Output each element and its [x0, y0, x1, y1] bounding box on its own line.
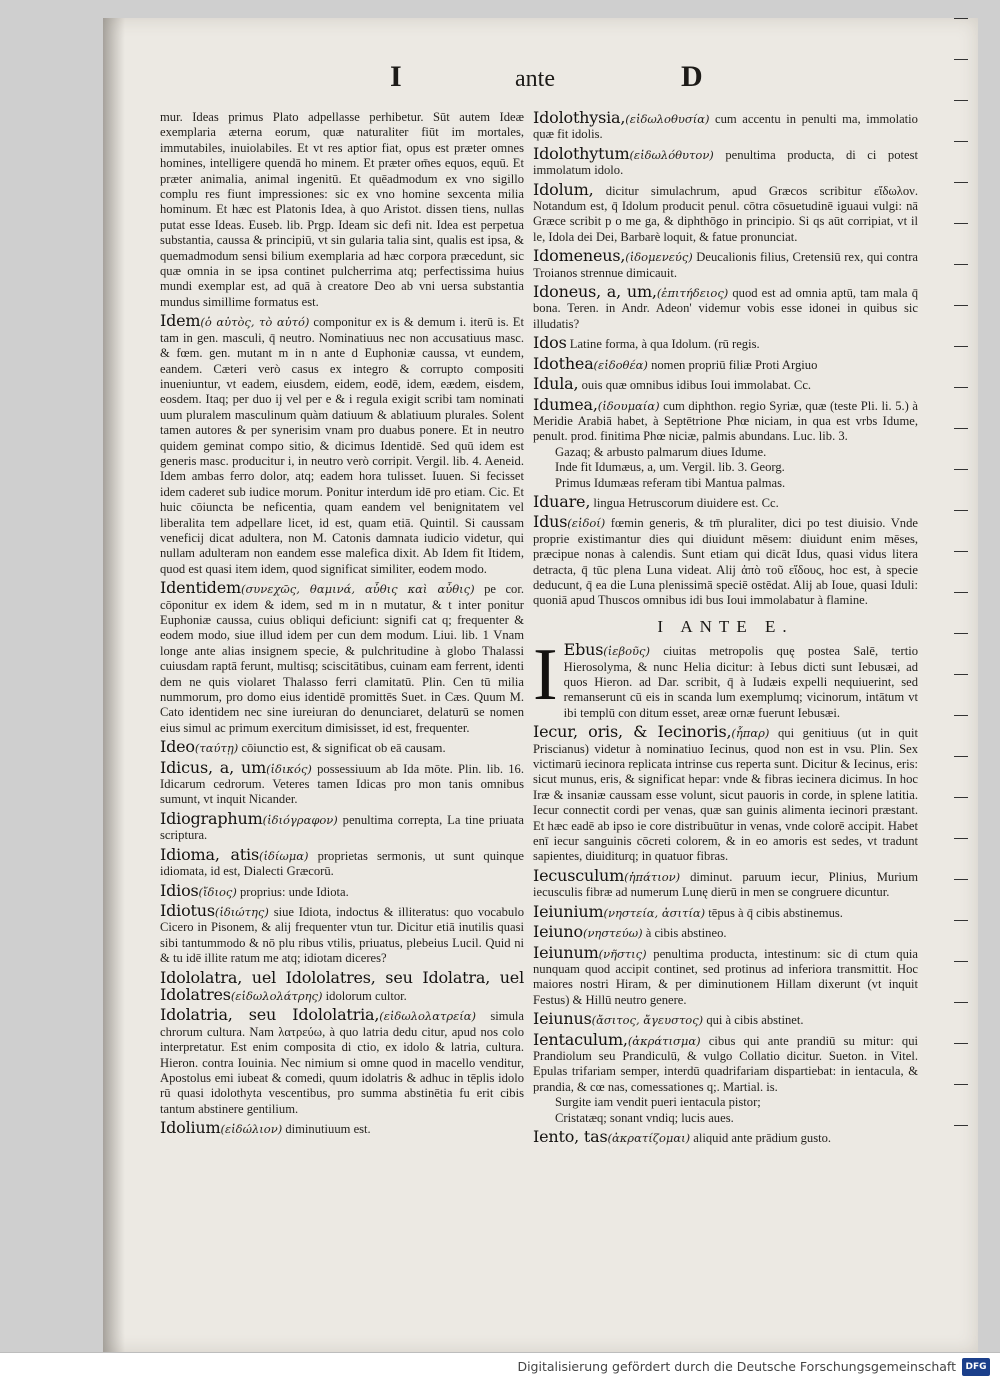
entry-headword: Idumea,: [533, 394, 598, 414]
dictionary-entry: [533, 394, 918, 491]
dictionary-entry: [160, 844, 525, 880]
entry-greek-equivalent: (ἀκράτισμα): [627, 1033, 701, 1048]
entry-definition: componitur ex is & demum i. iterū is. Et tam in gen. masculi, q̄ neutro. Nominatiuus nec non accusatiuus masc. & fœm. gen. mutant m in n ante d Euphoniæ caussa, vt eundem, eandem. Cæteri verò casus ex integro & corrupto compositi inueniuntur, vt eadem, eiusdem, eidem, eodē, idem, eædem, eisdem, eosdem. Itaq; per duo ij vel per e & i regula exigit scribi tam nominati uum pluralem masculinum quàm datiuum & ablatiuum plurales. Solent tamen autores & per synerisim vnam pro duabus ponere. Et in neutro quidem geminat compo sitio, & dicimus Identidē. Sed quū idem est generis masc. producitur i, in neutro verò corripit. Vergil. lib. 4. Aeneid. Idem ambas ferro dolor, atq; eadem hora tulisset. Iuuen. Si fecisset idem caderet sub iudice morum. Ponitur interdum idē pro etiam. Cic. Et huic cōiuncta be neficentia, quam eandem vel benignitatem vel liberalita tem adpellare licet, id est, quam etiā. Quintil. Si caussam veneficij dicat adultera, non M. Catonis damnata iudicio videtur, qui nullam adulteram non eandem esse malefica dixit. Ab Idem fit Itidem, quod est quasi item idem, quod significat similiter, eodem modo.: [160, 315, 524, 576]
scan-edge-marks: [954, 18, 968, 1353]
dictionary-entry: [533, 634, 919, 721]
entry-headword: Iecusculum: [533, 865, 625, 885]
entry-headword: Ideo: [160, 737, 195, 757]
entry-definition: dicitur simulachrum, apud Græcos scribitur εἴδωλον. Notandum est, q̄ Idolum producit penul. cōtra cōsuetudinē iguaui vulgi: nā Græce scribit p o me ga, & diphthōgo in principio. Si qs aūt corripiat, vt il le, Idola dei Dei, Barbarè loquit, & fatue pronunciat.: [533, 183, 918, 244]
dictionary-entry: [533, 491, 918, 511]
entry-greek-equivalent: (εἰδοθέα): [593, 357, 648, 372]
entry-greek-equivalent: (ἡπάτιον): [624, 869, 681, 884]
entry-headword: Ebus: [563, 640, 604, 660]
running-head-left-letter: I: [390, 60, 402, 93]
verse-quotation: Cristatæq; sonant vndiq; lucis aues.: [555, 1110, 734, 1125]
dictionary-entry: [533, 376, 918, 393]
entry-definition: proprietas sermonis, ut sunt quinque idiomata, id est, Dialecti Græcorū.: [160, 848, 525, 879]
dictionary-entry: [533, 865, 918, 901]
entry-headword: Idolothytum: [533, 143, 630, 163]
entry-definition: Deucalionis filius, Cretensiū rex, qui contra Troianos strennue dimicauit.: [533, 250, 918, 280]
dictionary-entry: [533, 143, 918, 179]
dictionary-entry: [533, 924, 918, 941]
entry-headword: Idioma, atis: [160, 844, 259, 864]
entry-headword: Iduare,: [533, 491, 591, 511]
entry-greek-equivalent: (ἄσιτος, ἄγευστος): [591, 1013, 704, 1028]
dictionary-entry: [160, 313, 524, 577]
dictionary-entry: [533, 724, 918, 865]
entry-headword: Ientaculum,: [533, 1029, 628, 1049]
entry-headword: Idolium: [160, 1118, 221, 1138]
entry-definition: qui genitiuus (ut in quit Priscianus) videtur à nominatiuo Iecinus, quod non est in vsu. Plin. Sex victimarū iecinora replicata intrinse cus reperta sunt. Dicitur & Iecinus, eris: sicut munus, eris, & significat hepar: vnde & fibras iecinera dicimus. In hoc Iræ & insaniæ caussam esse volunt, sicut pauoris in corde, in splene latitia. Iecur connectit cordi per venas, quæ san guinis alimenta iecinori præstant. Et hæc eadē ab ipso ie core distribuūtur in venas, vnde colorē accipit. Habet enī iecur sanguinis cōcreti colorem, & in eo amoris est sedes, vt tradunt sapientes, diuiditurq; in quatuor fibras.: [533, 726, 918, 864]
entry-headword: Iecur, oris, & Iecinoris,: [533, 722, 732, 742]
dictionary-entry: [160, 1120, 524, 1137]
entry-definition: tēpus à q̄ cibis abstinemus.: [708, 905, 843, 920]
entry-greek-equivalent: (ἰδίωμα): [258, 848, 309, 863]
entry-definition: quod est ad omnia aptū, tam mala q̄ bona. Teren. in Andr. Adeon' videmur vobis esse idonei in quibus sic illudatis?: [533, 286, 918, 331]
drop-cap-initial: I: [533, 634, 558, 717]
entry-greek-equivalent: (ἰδιώτης): [214, 904, 269, 919]
entry-definition: penultima producta, intestinum: sic di ctum quia nunquam quod accipit continet, sed protinus ad inferiora transmittit. Hoc maiores nostri Hiram, & per diminutionem Hillam dixerunt (vt inquit Festus) & Hillū neutro genere.: [533, 946, 918, 1007]
dictionary-entry: [160, 580, 524, 736]
running-head-right-letter: D: [681, 60, 703, 93]
entry-definition: ciuitas metropolis quę postea Salē, tertio Hierosolyma, & nunc Helia dicitur: à Iebus dicti sunt Iebusæi, ad quos Hieron. ad Dar. scribit, q̄ à Iudæis expelli nequiuerint, sed remanserunt cū eis in scanda lum exemplumq; vicinorum, intātum vt ibi templū con ditum esset, areæ ornæ fuerunt Iebusæi.: [563, 644, 919, 720]
entry-headword: Idolothysia,: [533, 108, 626, 127]
dictionary-entry: [533, 110, 918, 143]
right-column: [533, 110, 918, 1149]
left-column: [160, 110, 524, 1141]
dictionary-entry: [533, 353, 918, 373]
dictionary-entry: [160, 880, 524, 900]
entry-definition: diminut. paruum iecur, Plinius, Murium iecusculis fibræ ad numerum Lunę dierū in men se congruere dicuntur.: [533, 869, 918, 900]
entry-headword: Idos: [533, 333, 567, 353]
footer-credit-text: Digitalisierung gefördert durch die Deutsche Forschungsgemeinschaft: [517, 1359, 956, 1374]
entry-headword: Idula,: [533, 374, 579, 394]
entry-headword: Ieiunum: [533, 942, 599, 962]
right-column-i-ante-e: [533, 634, 919, 1146]
dictionary-entry: [160, 1007, 524, 1117]
entry-greek-equivalent: (ἰδιόγραφον): [262, 812, 338, 827]
dictionary-entry: [533, 1029, 918, 1126]
dictionary-entry: [533, 284, 918, 332]
entry-greek-equivalent: (εἰδωλολατρεία): [379, 1009, 477, 1024]
entry-headword: Idem: [160, 311, 201, 331]
entry-headword: Idiographum: [160, 808, 263, 828]
entry-definition: cibus qui ante prandiū su mitur: qui Prandiolum seu Prandiculū, & vulgo Collatio dicitur. Sueton. in Vitel. Epulas trifariam semper, interdū quadrifariam dispartiebat: in ientacula, & prandia, & cœ nas, comessationes q;. Martial. is.: [533, 1033, 918, 1094]
dfg-logo-icon: DFG: [962, 1358, 990, 1376]
entry-definition: à cibis abstineo.: [645, 926, 727, 941]
footer-bar: [0, 1352, 1000, 1383]
entry-definition: penultima producta, di ci potest immolatum idolo.: [533, 147, 918, 178]
dictionary-entry: [533, 335, 918, 352]
entry-greek-equivalent: (νηστεύω): [582, 926, 643, 941]
entry-greek-equivalent: (νῆστις): [598, 946, 647, 961]
entry-greek-equivalent: (ταύτῃ): [194, 741, 239, 756]
dictionary-entry: [160, 757, 525, 808]
entry-headword: Idololatra, uel Idololatres, seu Idolatra, uel Idolatres: [160, 967, 524, 1004]
entry-headword: Iento, tas: [533, 1126, 608, 1146]
dictionary-entry: [160, 739, 524, 756]
dictionary-entry: [533, 1011, 918, 1028]
verse-quotation: Surgite iam vendit pueri ientacula pistor;: [555, 1095, 761, 1110]
section-heading: I ANTE E.: [657, 616, 794, 636]
entry-definition: pe cor. cōponitur ex idem & idem, sed m in n mutatur, & t inter ponitur Euphoniæ caussa, cuius obliqui deficiunt: signifi cat q; frequenter & eodem modo, siue illud idem per cun dem modum. Liui. lib. 1 Vnam longe ante alias insignem specie, & pulchritudine à globo Thalassi cuiusdam raptā ferunt, multisq; sciscitātibus, cuinam eam ferrent, identi dem ne quis violaret Thalasso ferri clamitatū. Plin. Cen tū milia nummorum, pro domo eius identidē promittēs Suet. in Cæs. Quum M. Cato identidem nec sine iureiuran do denunciaret, delaturū se nomen eius simul ac primum exercitum dimisisset, id est, frequenter.: [160, 582, 524, 735]
entry-headword: Ieiuno: [533, 922, 583, 942]
running-head: [103, 60, 978, 100]
entry-headword: Idomeneus,: [533, 246, 626, 266]
entry-greek-equivalent: (ἴδιος): [198, 884, 237, 899]
entry-definition: proprius: unde Idiota.: [239, 884, 349, 899]
verse-quotation: Gazaq; & arbusto palmarum diues Idume.: [555, 444, 767, 459]
running-head-center: ante: [515, 66, 555, 92]
dictionary-entry: [160, 110, 524, 310]
entry-greek-equivalent: (ἧπαρ): [731, 726, 770, 741]
entry-definition: ouis quæ omnibus idibus Ioui immolabat. Cc.: [581, 378, 812, 393]
book-page: [103, 18, 978, 1353]
entry-definition: qui à cibis abstinet.: [706, 1013, 804, 1028]
entry-greek-equivalent: (ἐπιτήδειος): [656, 286, 729, 301]
entry-definition: cum accentu in penulti ma, immolatio quæ fit idolis.: [533, 112, 918, 142]
entry-greek-equivalent: (συνεχῶς, θαμινά, αὖθις καὶ αὖθις): [240, 582, 475, 597]
entry-greek-equivalent: (ἰδομενεύς): [625, 250, 693, 265]
entry-greek-equivalent: (ὁ αὐτὸς, τὸ αὐτό): [200, 315, 310, 330]
entry-headword: Idoneus, a, um,: [533, 282, 657, 302]
entry-definition: simula chrorum cultura. Nam λατρεύω, à quo latria dedu citur, apud nos colo interpretatur. Est enim composita di ctio, ex idolo & latria, cultura. Hieron. contra Iouinia. Nec nimium si omne quod in macello venditur, Apostolus emi iubeat & comedi, quum idolatris & adhuc in tēplis idolo rū quasi idolothyta vescentibus, pro summa abstinētia fu erit cibis tantum abstinere gentilium.: [160, 1009, 524, 1116]
right-column-i-ante-d: [533, 110, 918, 609]
dictionary-entry: [160, 900, 524, 967]
entry-greek-equivalent: (νηστεία, ἀσιτία): [603, 905, 706, 920]
entry-greek-equivalent: (εἰδωλόθυτον): [629, 147, 714, 162]
entry-headword: Idolum,: [533, 179, 594, 199]
verse-quotation: Inde fit Idumæus, a, um. Vergil. lib. 3. Georg.: [555, 460, 785, 475]
entry-headword: Idicus, a, um: [160, 757, 267, 777]
entry-greek-equivalent: (ἰεβοῦς): [603, 644, 650, 659]
entry-definition: Latine forma, à qua Idolum. (rū regis.: [569, 337, 760, 352]
entry-definition: mur. Ideas primus Plato adpellasse perhibetur. Sūt autem Ideæ exemplaria æterna eorum, quæ naturaliter fiūt im mortales, immutabiles, inuiolabiles. Et vt res aptior fiat, opus est præter omnes homines, intelligere quendā ho minem. Et præter om̄es equos, equū. Et præter animalia, animal ingenitū. Et quēadmodum ex vno sigillo complu res fiunt impressiones: sic ex vno homine sexcenta milia hominum. Et hæc est Platonis Idea, à quo Aristot. dissen tiens, nullas putat esse Ideas. Euseb. lib. Prgp. Ideam sic defi nit. Idea est perpetua substantia, caussa & principiū, vt sin gularia talia sint, qualis est ipsa, & quemadmodum sensi bilium exemplaria ad hæc corpora præcedunt, sic quæ omnia in se ipsa continet pulcherrima atq; perfectissima huius mundi exemplar est, ad quā à creatore Deo ab vni uersa substantia mundus simillime formatus est.: [160, 110, 524, 309]
entry-definition: siue Idiota, indoctus & illiteratus: quo vocabulo Cicero in Pisonem, & alij frequenter vtun tur. Dicitur etiā inutilis quasi sibi tantummodo & nō plu ribus vtilis, priuatus, plebeius Lucil. Quid ni & tu idē illite ratum me atq; idiotam diceres?: [160, 904, 524, 966]
entry-headword: Idothea: [533, 353, 594, 373]
entry-headword: Idios: [160, 880, 199, 900]
entry-greek-equivalent: (ἰδουμαία): [597, 398, 660, 413]
entry-definition: cōiunctio est, & significat ob eā causam.: [241, 741, 446, 756]
entry-greek-equivalent: (εἰδώλιον): [220, 1122, 283, 1137]
entry-definition: lingua Hetruscorum diuidere est. Cc.: [593, 495, 779, 510]
entry-definition: cum diphthon. regio Syriæ, quæ (teste Pli. li. 5.) à Meridie Arabiā habet, à Septētrione Phœ niciam, in qua est vrbs Idume, penult. prod. finitima Phœ niciæ, palmis abundans. Luc. lib. 3.: [533, 398, 918, 444]
entry-headword: Idolatria, seu Idololatria,: [160, 1005, 380, 1025]
entry-greek-equivalent: (εἰδωλολάτρης): [230, 988, 323, 1003]
dictionary-entry: [160, 967, 524, 1005]
dictionary-entry: [533, 942, 918, 1009]
entry-definition: penultima correpta, La tine priuata scriptura.: [160, 812, 524, 843]
entry-headword: Idiotus: [160, 900, 215, 920]
entry-greek-equivalent: (εἰδοί): [567, 516, 606, 531]
entry-headword: Identidem: [160, 578, 241, 598]
entry-headword: Ieiunium: [533, 901, 604, 921]
entry-greek-equivalent: (ἰδικός): [266, 761, 312, 776]
dictionary-entry: [160, 808, 524, 844]
entry-definition: fœmin generis, & tm̄ pluraliter, dici po test diuisio. Vnde proprie existimantur dies qui diuidunt mēsem: diuidunt enim mēses, præcipue nonas à calendis. Sunt etiam qui dicāt Idus, quasi vidus litera detracta, q̄ tūc plena Luna videat. Alij ἀπὸ τοῦ εἴδους, hoc est, à specie deducunt, q̄ ea die Luna plenissimā speciē ostēdat. Alij ab Ioue, quasi Iduli: quoniā apud Thuscos omnibus idi bus Ioui immolabatur à flamine.: [533, 516, 918, 608]
dictionary-entry: [533, 1126, 918, 1146]
verse-quotation: Primus Idumæas referam tibi Mantua palmas.: [555, 475, 786, 490]
entry-definition: aliquid ante prādium gusto.: [693, 1130, 832, 1145]
dictionary-entry: [533, 901, 918, 921]
entry-definition: idolorum cultor.: [325, 988, 407, 1003]
entry-headword: Idus: [533, 512, 568, 532]
entry-definition: diminutiuum est.: [285, 1122, 371, 1137]
entry-definition: nomen propriū filiæ Proti Argiuo: [651, 357, 818, 372]
entry-definition: possessiuum ab Ida mōte. Plin. lib. 16. Idicarum cedrorum. Veteres tamen Idicas pro mon tanis omnibus sumunt, vt inquit Nicander.: [160, 761, 525, 807]
dictionary-entry: [533, 514, 918, 608]
entry-greek-equivalent: (εἰδωλοθυσία): [625, 112, 710, 126]
dictionary-entry: [533, 248, 918, 281]
entry-headword: Ieiunus: [533, 1009, 592, 1029]
entry-greek-equivalent: (ἀκρατίζομαι): [607, 1130, 691, 1145]
dictionary-entry: [533, 179, 918, 246]
